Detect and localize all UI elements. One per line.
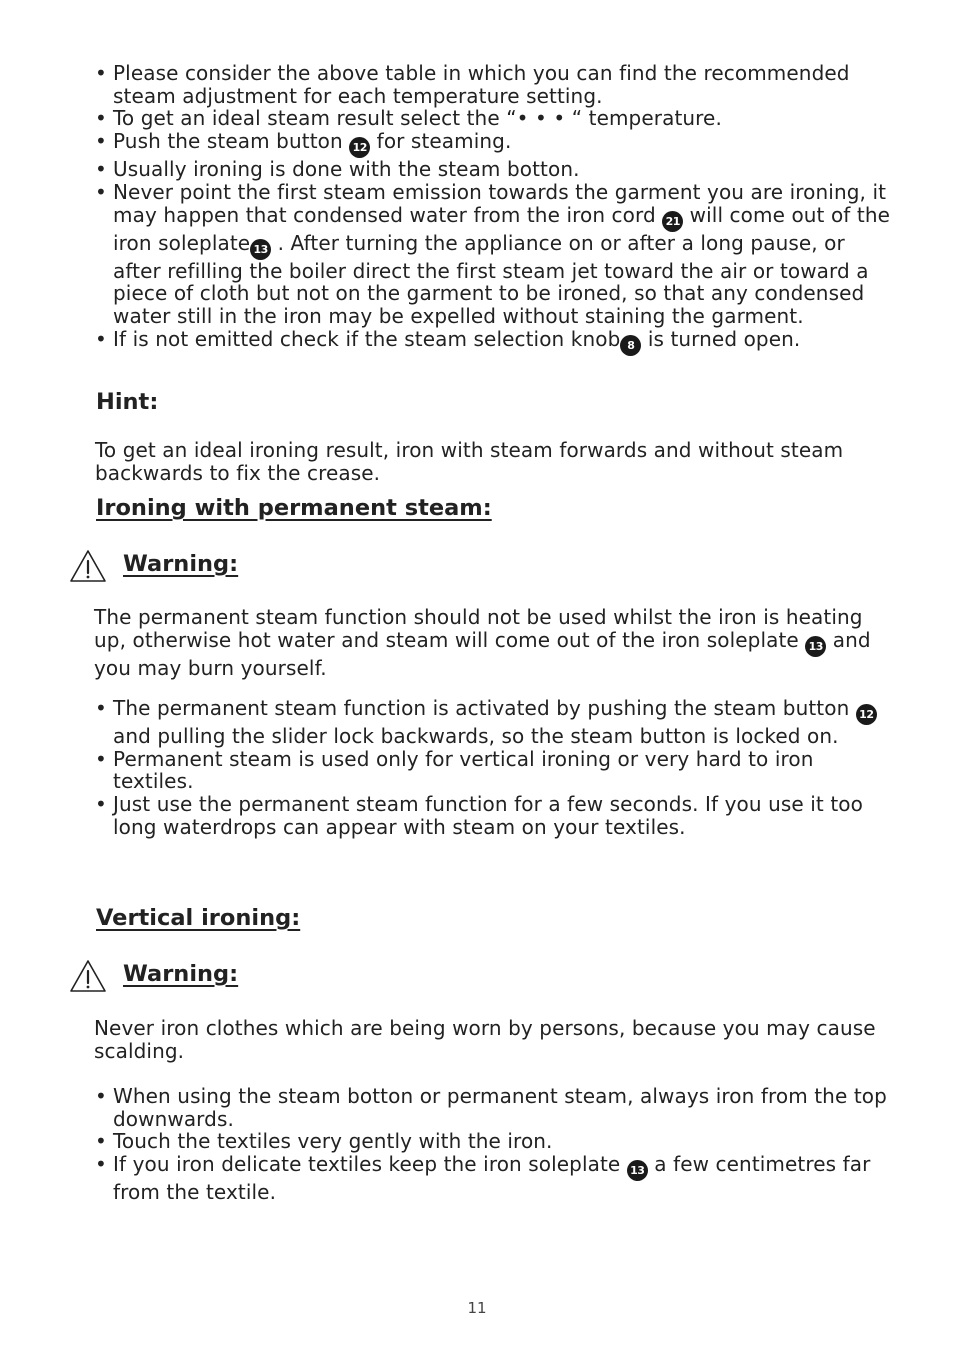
iron-cord-number-badge: 21 — [662, 211, 683, 232]
warning-heading: Warning: — [123, 551, 239, 577]
vertical-warning-text: Never iron clothes which are being worn by persons, because you may cause scalding. — [94, 1016, 876, 1063]
hint-text: To get an ideal ironing result, iron with steam forwards and without steam backwards to fix the crease. — [95, 438, 844, 485]
list-item: • If you iron delicate textiles keep the iron soleplate 13 a few centimetres far from the textile. — [95, 1153, 895, 1204]
list-item: • Push the steam button 12 for steaming. — [95, 130, 895, 158]
warning-triangle-icon — [69, 549, 107, 583]
list-item: • If is not emitted check if the steam selection knob 8 is turned open. — [95, 328, 895, 356]
vertical-ironing-heading: Vertical ironing: — [96, 905, 301, 931]
list-item: • Permanent steam is used only for vertical ironing or very hard to iron textiles. — [95, 748, 895, 793]
list-item: • Please consider the above table in which you can find the recommended steam adjustment for each temperature setting. — [95, 62, 895, 107]
list-item: • Usually ironing is done with the steam botton. — [95, 158, 895, 181]
steam-button-number-badge: 12 — [349, 137, 370, 158]
soleplate-number-badge: 13 — [250, 239, 271, 260]
warning-heading: Warning: — [123, 961, 239, 987]
list-item: • When using the steam botton or permanent steam, always iron from the top downwards. — [95, 1085, 895, 1130]
page-number: 11 — [467, 1299, 487, 1317]
list-item: • Touch the textiles very gently with the iron. — [95, 1130, 895, 1153]
steam-knob-number-badge: 8 — [620, 335, 641, 356]
list-item: • Just use the permanent steam function for a few seconds. If you use it too long waterdrops can appear with steam on your textiles. — [95, 793, 895, 838]
intro-bullet-list — [95, 62, 895, 356]
list-item: • The permanent steam function is activated by pushing the steam button 12 and pulling the slider lock backwards, so the steam button is locked on. — [95, 697, 895, 748]
steam-button-number-badge: 12 — [856, 704, 877, 725]
warning-triangle-icon — [69, 959, 107, 993]
permanent-steam-heading: Ironing with permanent steam: — [96, 495, 492, 521]
list-item: • To get an ideal steam result select the “• • • “ temperature. — [95, 107, 895, 130]
list-item: • Never point the first steam emission towards the garment you are ironing, it may happen that condensed water from the iron cord 21 will come out of the iron soleplate 13 . After turning the appliance on or after a long pause, or after refilling the boiler direct the first steam jet toward the air or toward a piece of cloth but not on the garment to be ironed, so that any condensed water still in the iron may be expelled without staining the garment. — [95, 181, 895, 328]
permanent-warning-text: The permanent steam function should not be used whilst the iron is heating up, otherwise hot water and steam will come out of the iron soleplate 13 and you may burn yourself. — [94, 605, 871, 680]
soleplate-number-badge: 13 — [627, 1160, 648, 1181]
vertical-ironing-bullet-list — [95, 1085, 895, 1204]
permanent-steam-bullet-list — [95, 697, 895, 839]
soleplate-number-badge: 13 — [805, 636, 826, 657]
hint-heading: Hint: — [96, 389, 159, 415]
